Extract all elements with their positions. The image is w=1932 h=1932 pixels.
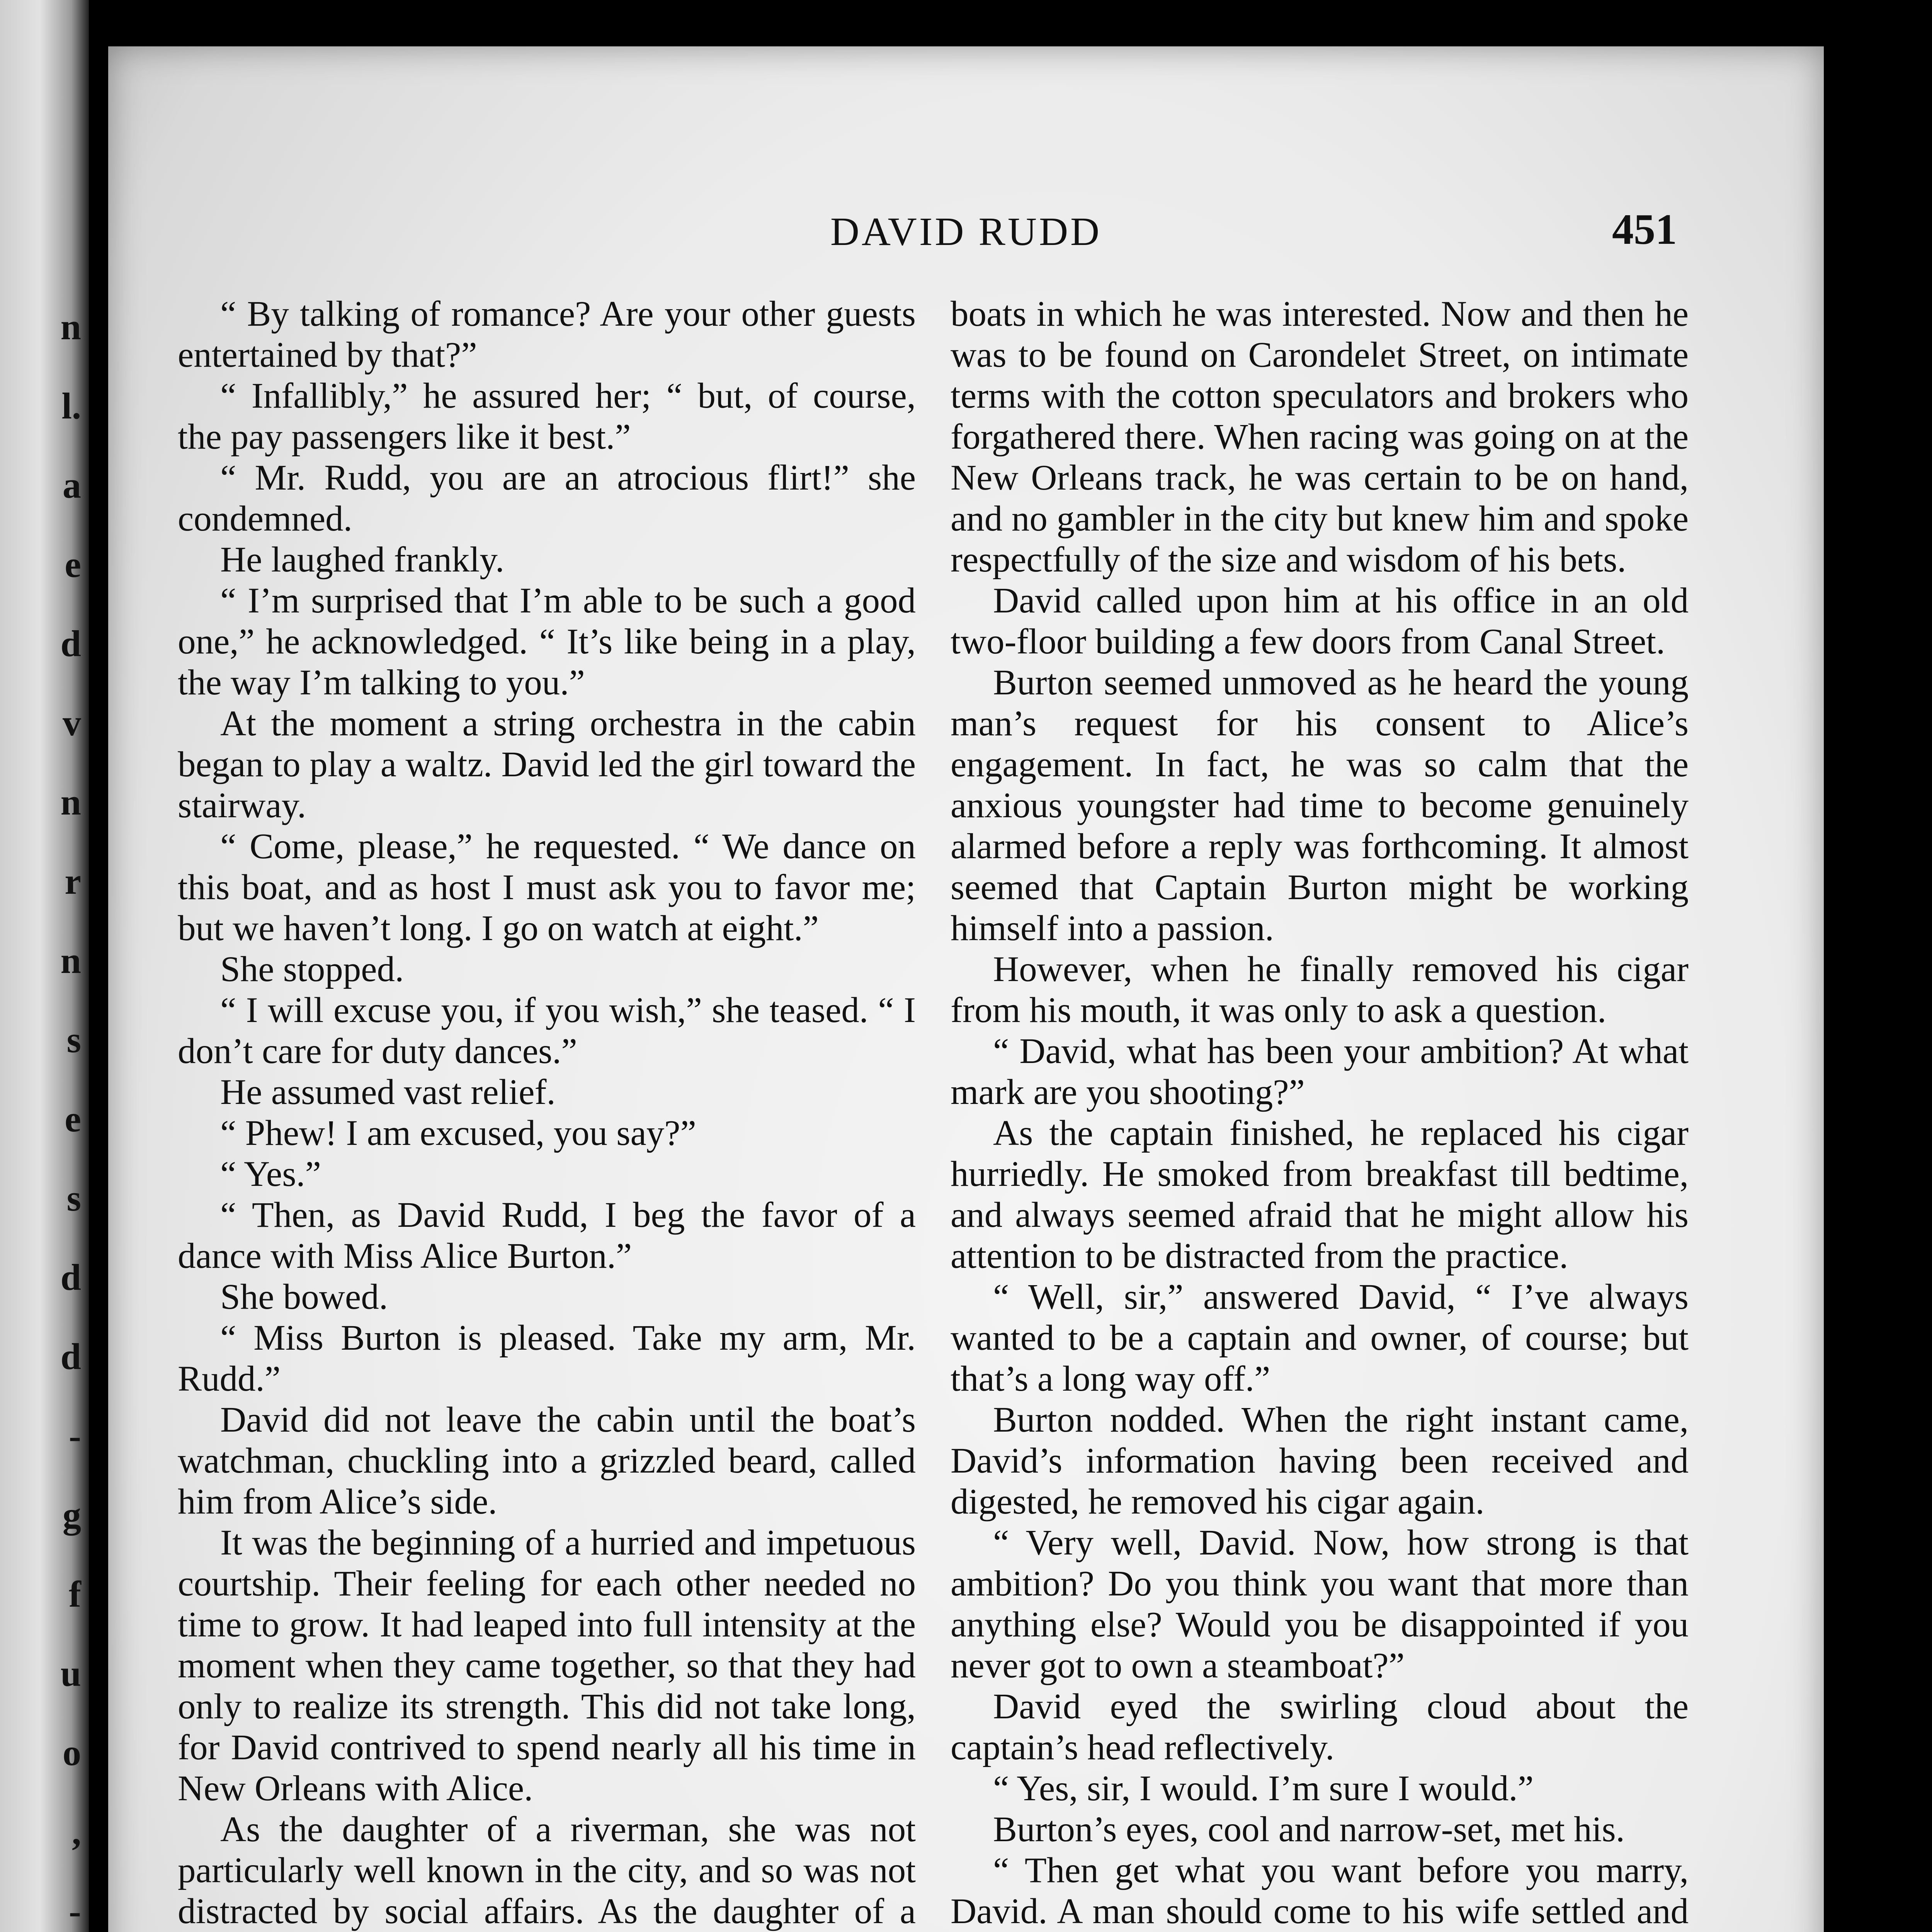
facing-page-fragment: n (60, 940, 81, 981)
facing-page-fragment: o (63, 1732, 81, 1773)
paragraph: As the captain finished, he replaced his cigar hurriedly. He smoked from breakfast till bedtime, and always seemed afraid that he might allow his attention to be distracted from the practice. (951, 1113, 1689, 1276)
facing-page-fragment: - (69, 1890, 81, 1932)
paragraph: “ Yes, sir, I would. I’m sure I would.” (993, 1769, 1534, 1808)
facing-page-fragment: f (69, 1573, 81, 1615)
paragraph: Burton seemed unmoved as he heard the young man’s request for his consent to Alice’s engagement. In fact, he was so calm that the anxious youngster had time to become genuinely alarmed before a reply was forthcoming. It almost seemed that Captain Burton might be working himself into a passion. (951, 663, 1689, 948)
facing-page-fragment: e (65, 1098, 81, 1139)
facing-page-fragment: v (63, 702, 81, 743)
page-number: 451 (1612, 206, 1677, 253)
paragraph: “ I’m surprised that I’m able to be such a good one,” he acknowledged. “ It’s like being in a play, the way I’m talking to you.” (178, 581, 916, 702)
paragraph: “ Then get what you want before you marry, David. A man should come to his wife settled and (951, 1850, 1689, 1931)
facing-page-fragment: g (63, 1494, 81, 1536)
paragraph: Burton nodded. When the right instant came, David’s information having been received and digested, he removed his cigar again. (951, 1400, 1689, 1522)
paragraph: “ Phew! I am excused, you say?” (220, 1113, 696, 1153)
facing-page-fragment: a (63, 464, 81, 506)
facing-page-fragment: e (65, 544, 81, 585)
paragraph: David did not leave the cabin until the boat’s watchman, chuckling into a grizzled beard, called him from Alice’s side. (178, 1400, 916, 1522)
facing-page-fragment: , (72, 1811, 81, 1852)
facing-page-fragment: s (66, 1019, 81, 1060)
paragraph: As the daughter of a riverman, she was not particularly well known in the city, and so was not distracted by social affairs. As the daughter of a (178, 1810, 916, 1931)
paragraph: “ I will excuse you, if you wish,” she teased. “ I don’t care for duty dances.” (178, 990, 916, 1071)
facing-page-fragment: r (65, 861, 81, 902)
paragraph: David called upon him at his office in an old two-floor building a few doors from Canal Street. (951, 581, 1689, 662)
text-column-right (951, 294, 1689, 1932)
paragraph: Burton’s eyes, cool and narrow-set, met his. (993, 1810, 1625, 1849)
paragraph: “ Miss Burton is pleased. Take my arm, Mr. Rudd.” (178, 1318, 916, 1399)
facing-page-fragment: d (60, 623, 81, 664)
facing-page-fragment: n (60, 306, 81, 347)
text-column-left (178, 294, 916, 1932)
paragraph: She stopped. (220, 949, 404, 989)
facing-page-fragment: d (60, 1257, 81, 1298)
facing-page-fragment: n (60, 781, 81, 823)
paragraph: “ By talking of romance? Are your other guests entertained by that?” (178, 294, 916, 375)
facing-page-fragment: s (66, 1177, 81, 1219)
paragraph: “ Infallibly,” he assured her; “ but, of course, the pay passengers like it best.” (178, 376, 916, 457)
paragraph: He assumed vast relief. (220, 1072, 556, 1112)
paragraph: She bowed. (220, 1277, 388, 1317)
paragraph: “ Come, please,” he requested. “ We dance on this boat, and as host I must ask you to favor me; but we haven’t long. I go on watch at eight.” (178, 827, 916, 948)
facing-page-fragment: l. (61, 385, 81, 427)
paragraph: “ Very well, David. Now, how strong is that ambition? Do you think you want that more than anything else? Would you be disappointed if you never got to own a steamboat?” (951, 1523, 1689, 1685)
paragraph: “ Mr. Rudd, you are an atrocious flirt!” she condemned. (178, 458, 916, 539)
facing-page-edge (0, 0, 89, 1932)
paragraph: “ Well, sir,” answered David, “ I’ve always wanted to be a captain and owner, of course; but that’s a long way off.” (951, 1277, 1689, 1399)
paragraph: However, when he finally removed his cigar from his mouth, it was only to ask a question. (951, 949, 1689, 1030)
paragraph: David eyed the swirling cloud about the captain’s head reflectively. (951, 1687, 1689, 1767)
paragraph: He laughed frankly. (220, 540, 505, 580)
paragraph: At the moment a string orchestra in the cabin began to play a waltz. David led the girl toward the stairway. (178, 704, 916, 825)
book-page (108, 46, 1824, 1932)
running-head-title: DAVID RUDD (830, 209, 1102, 254)
paragraph: “ Yes.” (220, 1154, 321, 1194)
paragraph: boats in which he was interested. Now and then he was to be found on Carondelet Street, on intimate terms with the cotton speculators and brokers who forgathered there. When racing was going on at the New Orleans track, he was certain to be on hand, and no gambler in the city but knew him and spoke respectfully of the size and wisdom of his bets. (951, 294, 1689, 580)
paragraph: “ Then, as David Rudd, I beg the favor of a dance with Miss Alice Burton.” (178, 1195, 916, 1276)
facing-page-fragment: - (69, 1415, 81, 1456)
facing-page-fragment: d (60, 1336, 81, 1377)
paragraph: It was the beginning of a hurried and impetuous courtship. Their feeling for each other needed no time to grow. It had leaped into full intensity at the moment when they came together, so that they had only to realize its strength. This did not take long, for David contrived to spend nearly all his time in New Orleans with Alice. (178, 1523, 916, 1808)
paragraph: “ David, what has been your ambition? At what mark are you shooting?” (951, 1031, 1689, 1112)
facing-page-fragment: u (60, 1653, 81, 1694)
